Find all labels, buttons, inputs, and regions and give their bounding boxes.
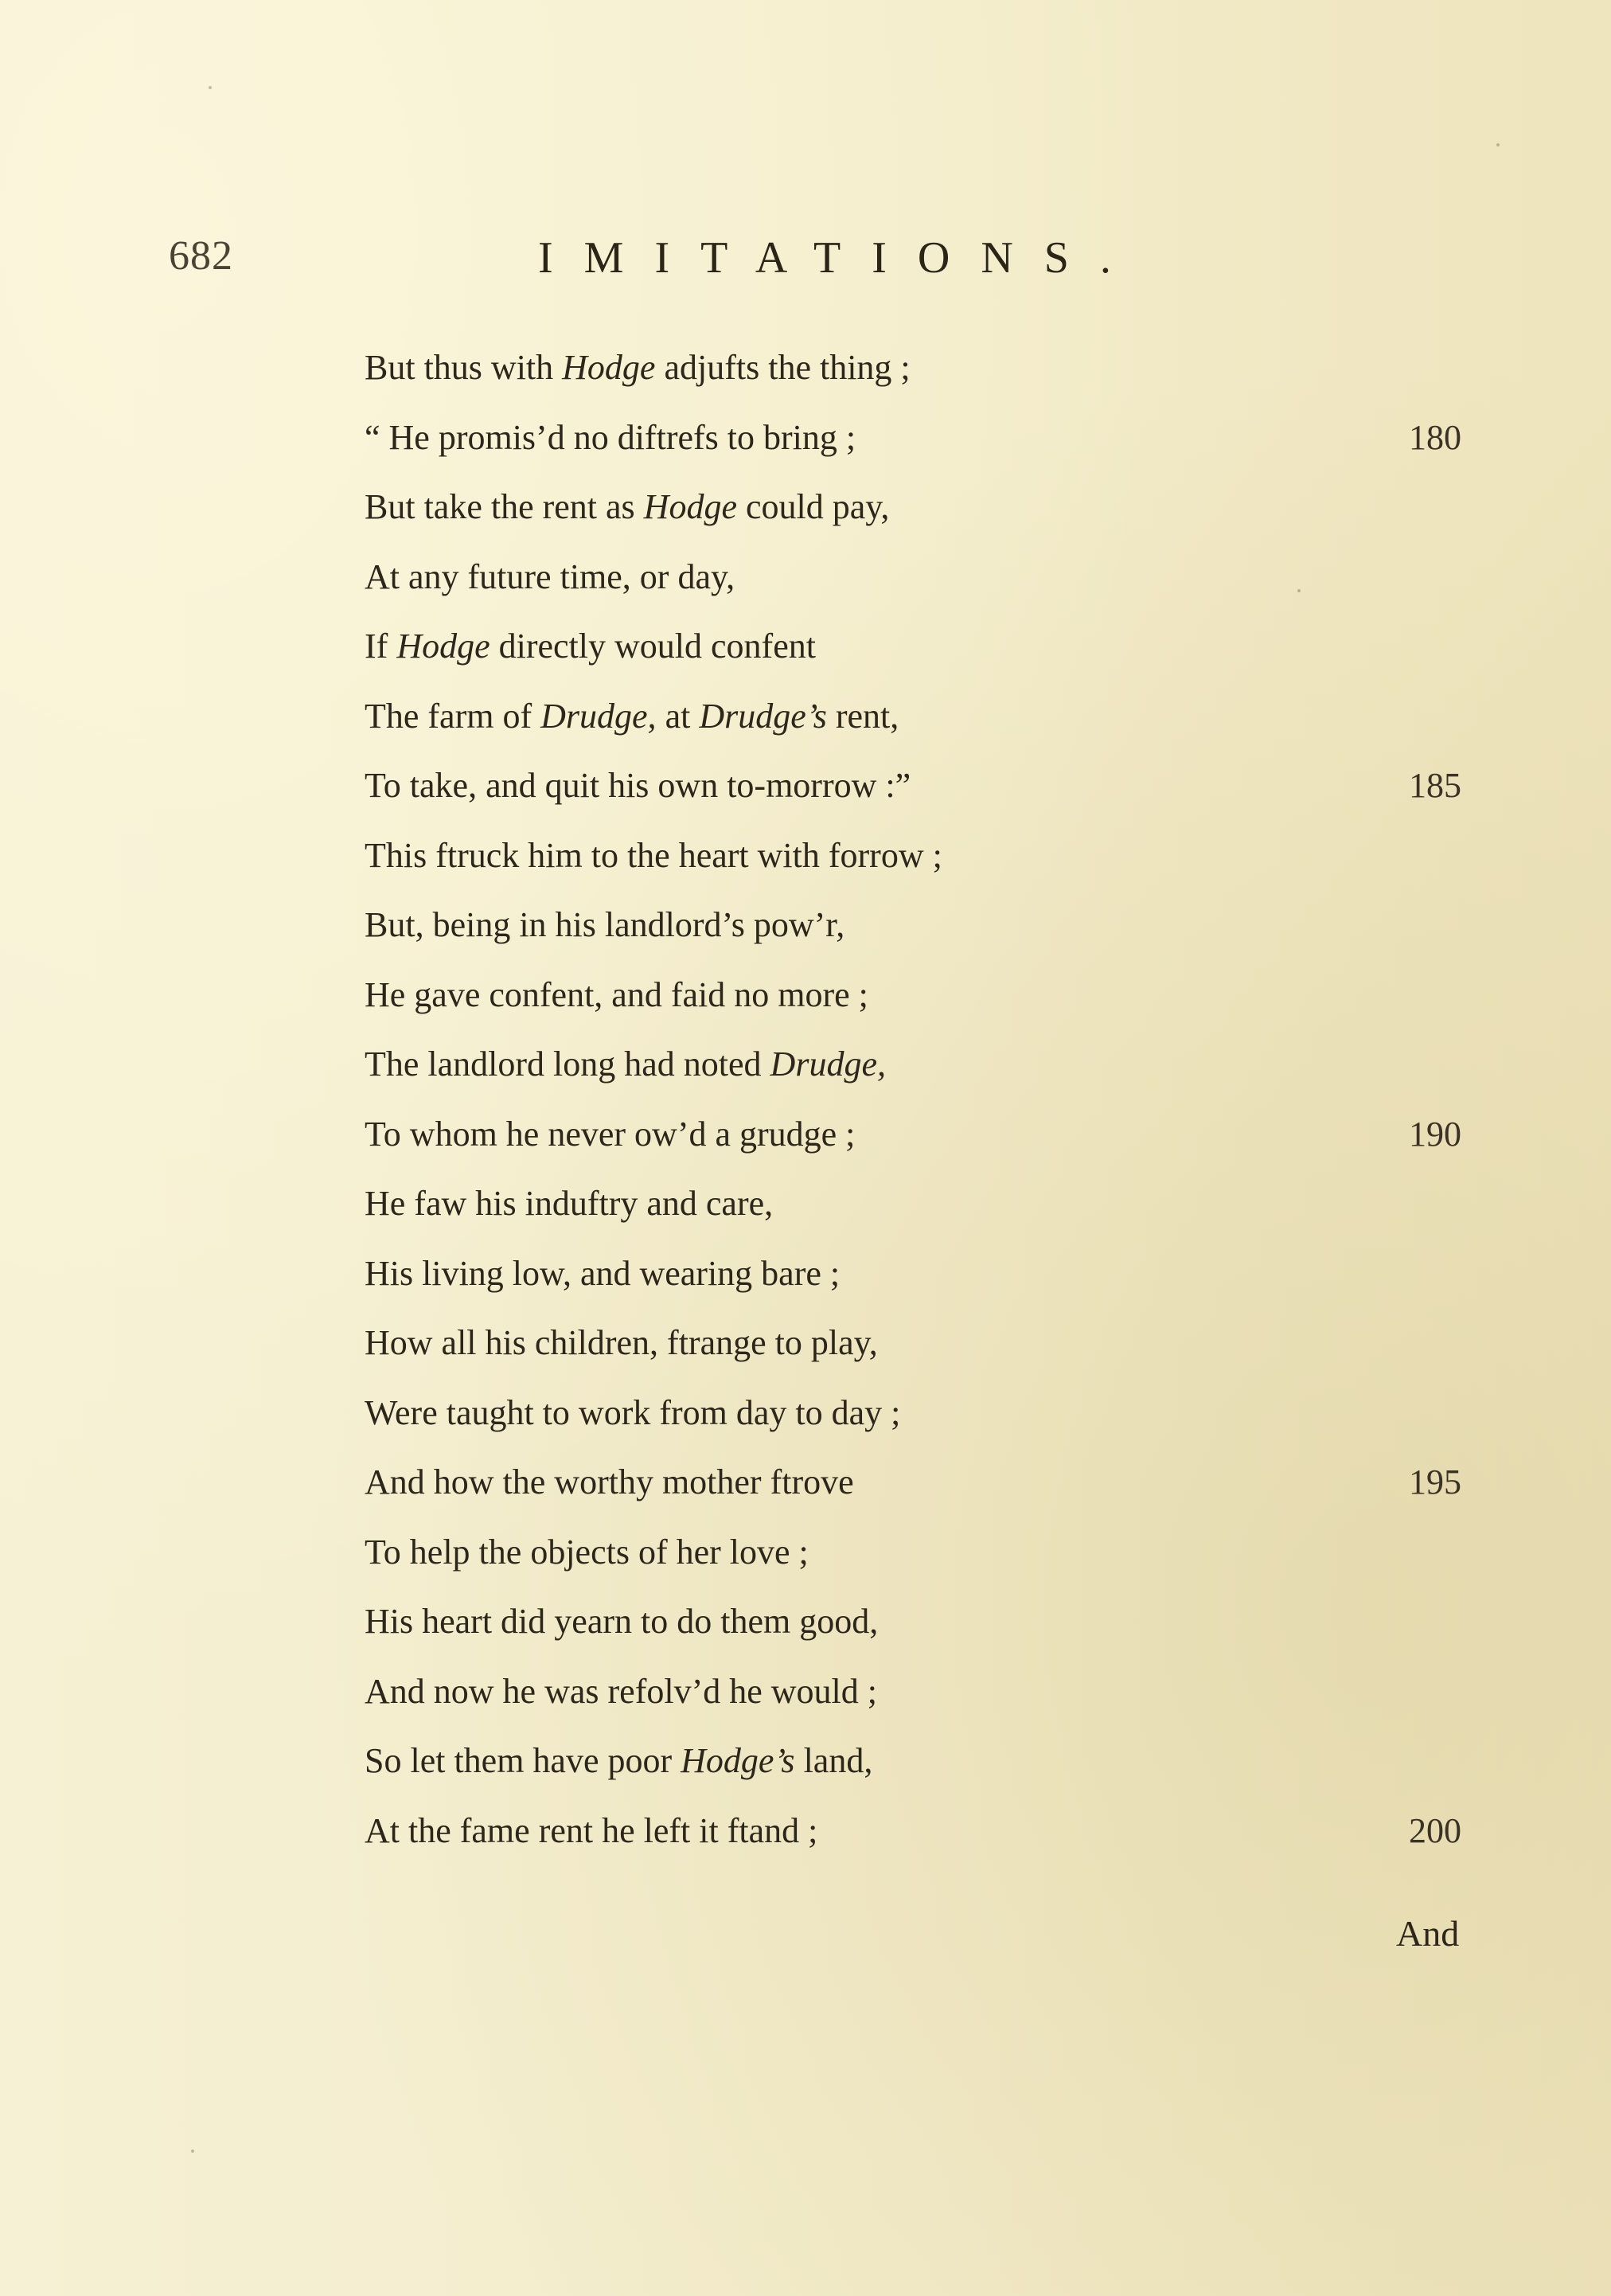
verse-segment: at — [656, 696, 700, 736]
running-head: IMITATIONS. — [538, 233, 1142, 283]
italic-name: Hodge’s — [681, 1741, 795, 1780]
verse-line-text — [365, 1099, 855, 1169]
verse-line-text — [365, 1657, 877, 1727]
verse-segment: He gave confent, and faid no more ; — [365, 974, 868, 1014]
verse-line — [365, 960, 1558, 1030]
verse-line-text — [365, 751, 911, 821]
verse-line — [365, 821, 1558, 891]
paper-speck — [209, 86, 212, 89]
verse-line-text — [365, 1587, 878, 1657]
verse-line-text — [365, 403, 856, 473]
verse-line-text — [365, 681, 899, 752]
verse-segment: His heart did yearn to do them good, — [365, 1602, 879, 1641]
verse-segment: And how the worthy mother ftrove — [365, 1462, 854, 1501]
verse-line-text — [365, 611, 816, 681]
verse-line-text — [365, 890, 845, 960]
verse-line — [365, 751, 1558, 821]
verse-line — [365, 1657, 1558, 1727]
verse-line — [365, 1239, 1558, 1309]
verse-segment: But thus with — [365, 348, 563, 387]
verse-block — [365, 333, 1558, 1865]
line-number: 190 — [1409, 1114, 1461, 1154]
verse-line — [365, 681, 1558, 752]
verse-line — [365, 1447, 1558, 1517]
verse-segment: And now he was refolv’d he would ; — [365, 1671, 877, 1711]
verse-line — [365, 1029, 1558, 1099]
italic-name: Drudge’s — [699, 696, 827, 736]
verse-line-text — [365, 542, 735, 612]
verse-segment: How all his children, ftrange to play, — [365, 1323, 878, 1362]
verse-segment: If — [365, 627, 397, 666]
verse-line-text — [365, 1169, 773, 1239]
verse-segment: To help the objects of her love ; — [365, 1532, 809, 1572]
verse-line-text — [365, 960, 868, 1030]
line-number: 180 — [1409, 417, 1461, 457]
verse-line — [365, 1099, 1558, 1169]
verse-segment: land, — [794, 1741, 873, 1780]
verse-line-text — [365, 1029, 886, 1099]
verse-line — [365, 403, 1558, 473]
verse-segment: “ He promis’d no diftrefs to bring ; — [365, 417, 856, 457]
verse-line-text — [365, 1378, 900, 1448]
italic-name: Drudge, — [770, 1045, 886, 1084]
verse-segment: At any future time, or day, — [365, 556, 735, 596]
line-number: 200 — [1409, 1810, 1461, 1850]
verse-line-text — [365, 821, 942, 891]
verse-line-text — [365, 1447, 854, 1517]
verse-line — [365, 1308, 1558, 1378]
paper-speck — [191, 2150, 194, 2153]
italic-name: Drudge, — [540, 696, 657, 736]
italic-name: Hodge — [396, 627, 490, 666]
verse-segment: So let them have poor — [365, 1741, 681, 1780]
verse-line-text — [365, 333, 911, 403]
verse-line-text — [365, 1726, 872, 1796]
verse-line — [365, 1796, 1558, 1866]
verse-segment: could pay, — [736, 487, 890, 526]
verse-segment: The landlord long had noted — [365, 1045, 770, 1084]
verse-line-text — [365, 472, 889, 542]
verse-line-text — [365, 1308, 878, 1378]
verse-segment: To take, and quit his own to-morrow :” — [365, 766, 911, 805]
verse-segment: This ftruck him to the heart with forrow ; — [365, 835, 942, 875]
line-number: 195 — [1409, 1462, 1461, 1501]
catchword: And — [1396, 1913, 1460, 1954]
verse-line — [365, 1169, 1558, 1239]
verse-segment: His living low, and wearing bare ; — [365, 1253, 841, 1293]
italic-name: Hodge — [643, 487, 737, 526]
verse-line — [365, 1587, 1558, 1657]
verse-segment: adjufts the thing ; — [655, 348, 911, 387]
verse-segment: He faw his induftry and care, — [365, 1184, 774, 1223]
verse-segment: To whom he never ow’d a grudge ; — [365, 1114, 856, 1154]
page-number: 682 — [169, 233, 233, 279]
verse-segment: But, being in his landlord’s pow’r, — [365, 905, 845, 944]
verse-line — [365, 611, 1558, 681]
verse-segment: rent, — [826, 696, 899, 736]
verse-segment: directly would confent — [490, 627, 816, 666]
verse-line-text — [365, 1796, 817, 1866]
line-number: 185 — [1409, 766, 1461, 805]
verse-segment: But take the rent as — [365, 487, 644, 526]
verse-line — [365, 1726, 1558, 1796]
verse-line-text — [365, 1517, 809, 1587]
italic-name: Hodge — [562, 348, 656, 387]
paper-speck — [1496, 143, 1500, 146]
verse-line — [365, 472, 1558, 542]
verse-line — [365, 1378, 1558, 1448]
verse-line — [365, 542, 1558, 612]
verse-line-text — [365, 1239, 840, 1309]
verse-segment: At the fame rent he left it ftand ; — [365, 1810, 818, 1850]
verse-line — [365, 890, 1558, 960]
verse-line — [365, 1517, 1558, 1587]
verse-line — [365, 333, 1558, 403]
verse-segment: The farm of — [365, 696, 541, 736]
verse-segment: Were taught to work from day to day ; — [365, 1392, 901, 1432]
paper-speck — [1297, 589, 1301, 592]
